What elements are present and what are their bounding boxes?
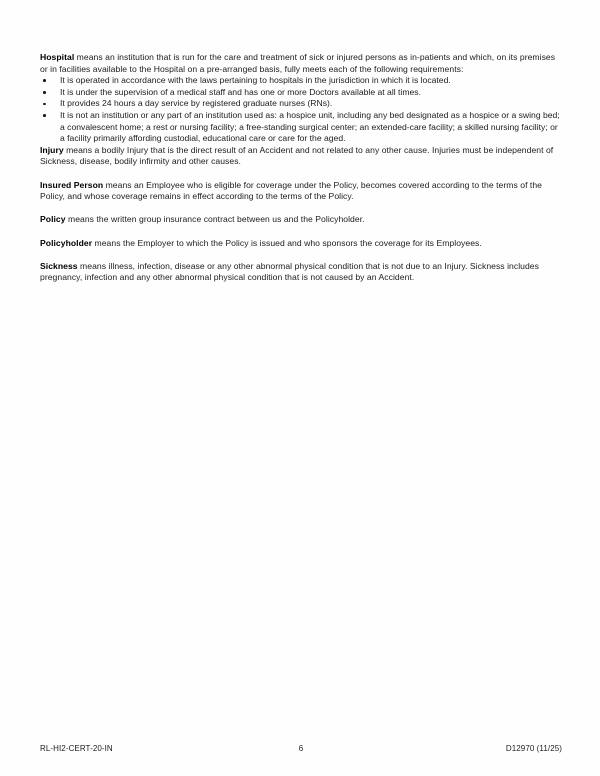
definition-term-insured-person: Insured Person — [40, 179, 104, 190]
hospital-requirements-list — [40, 75, 562, 145]
list-item — [40, 98, 562, 110]
list-item-text: It provides 24 hours a day service by registered graduate nurses (RNs). — [60, 98, 333, 109]
definition-term-sickness: Sickness — [40, 260, 78, 271]
definition-insured-person — [40, 180, 562, 203]
definition-text-policy: means the written group insurance contract between us and the Policyholder. — [65, 214, 365, 225]
definition-sickness — [40, 261, 562, 284]
definition-text-hospital: means an institution that is run for the care and treatment of sick or injured persons as in-patients and which, on its premises or in facilities available to the Hospital on a pre-arranged basis, fully meets each of the following requirements: — [40, 52, 556, 74]
definition-text-injury: means a bodily Injury that is the direct result of an Accident and not related to any other cause. Injuries must be independent of Sickness, disease, bodily infirmity and other causes. — [40, 144, 554, 167]
definition-text-insured-person: means an Employee who is eligible for coverage under the Policy, becomes covered according to the terms of the Policy, and whose coverage remains in effect according to the terms of the Policy. — [40, 179, 543, 202]
list-item-text: It is under the supervision of a medical staff and has one or more Doctors available at all times. — [60, 86, 421, 97]
bullet-icon — [43, 79, 46, 82]
definition-hospital — [40, 52, 562, 75]
bullet-icon — [43, 103, 46, 106]
definition-injury — [40, 145, 562, 168]
footer-page-number: 6 — [298, 744, 304, 753]
bullet-icon — [43, 114, 46, 117]
list-item — [40, 75, 562, 87]
definition-policy — [40, 214, 562, 226]
definition-policyholder — [40, 238, 562, 250]
list-item-text: It is operated in accordance with the laws pertaining to hospitals in the jurisdiction in which it is located. — [60, 75, 451, 86]
definition-term-hospital: Hospital — [40, 52, 75, 62]
definitions-body — [40, 52, 562, 284]
footer-document-code: D12970 (11/25) — [505, 744, 562, 753]
footer-form-code: RL-HI2-CERT-20-IN — [40, 744, 113, 753]
list-item — [40, 110, 562, 145]
bullet-icon — [43, 91, 46, 94]
definition-term-injury: Injury — [40, 144, 64, 155]
list-item — [40, 87, 562, 99]
definition-text-policyholder: means the Employer to which the Policy is issued and who sponsors the coverage for its Employees. — [92, 237, 482, 248]
definition-term-policy: Policy — [40, 214, 66, 225]
list-item-text: It is not an institution or any part of an institution used as: a hospice unit, including any bed designated as a hospice or a swing bed; a convalescent home; a rest or nursing facility; a free-standing surgical center; an extended-care facility; a skilled nursing facility; or a facility primarily affording custodial, educational care or care for the aged. — [60, 109, 560, 144]
definition-term-policyholder: Policyholder — [40, 237, 93, 248]
page-footer — [40, 744, 562, 758]
definition-text-sickness: means illness, infection, disease or any other abnormal physical condition that is not due to an Injury. Sickness includes pregnancy, infection and any other abnormal physical condition that is not caused by an Accident. — [40, 260, 539, 283]
